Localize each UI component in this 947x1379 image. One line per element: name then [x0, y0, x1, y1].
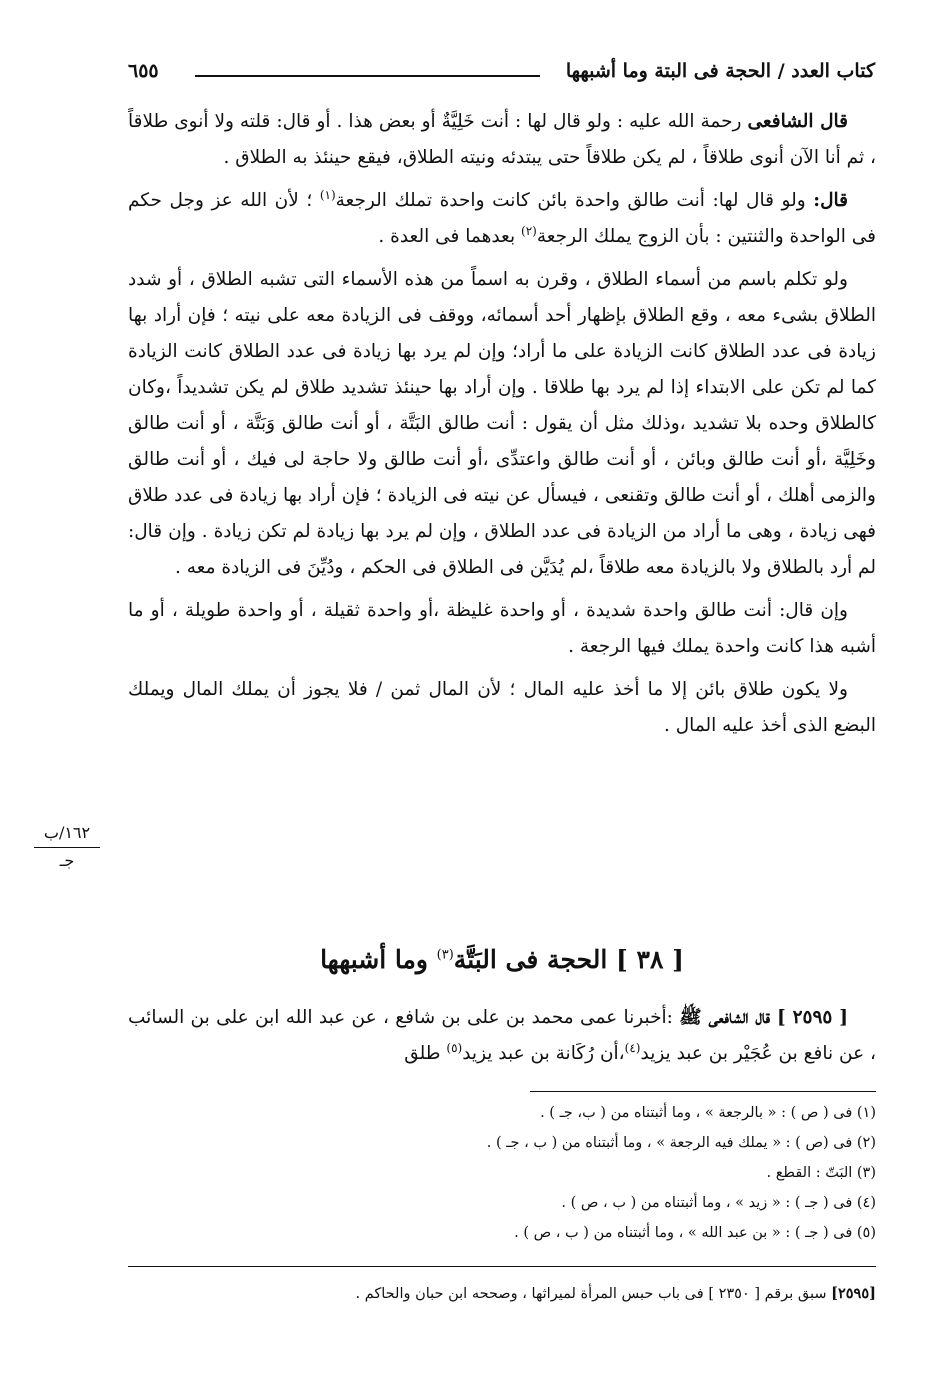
- margin-folio-number: ١٦٢/ب: [34, 820, 100, 848]
- footnote-ref: (٤): [624, 1040, 641, 1055]
- paragraph-3: [128, 262, 876, 586]
- hadith-text: [128, 1000, 876, 1072]
- paragraph-5: [128, 672, 876, 744]
- running-header-title: كتاب العدد / الحجة فى البتة وما أشبهها: [565, 60, 875, 82]
- footnote: (٢) فى (ص ) : « يملك فيه الرجعة » ، وما أثبتناه من ( ب ، جـ ) .: [486, 1135, 876, 1151]
- page-number: ٦٥٥: [128, 60, 159, 82]
- paragraph-4: [128, 593, 876, 665]
- paragraph-text: ؛ لأن الله عز وجل حكم فى الواحدة والثنتين : بأن الزوج يملك الرجعة: [128, 190, 876, 247]
- footnote: (٥) فى ( جـ ) : « بن عبد الله » ، وما أثبتناه من ( ب ، ص ) .: [514, 1225, 876, 1241]
- margin-manuscript-siglum: جـ: [59, 851, 75, 870]
- paragraph-text: ولو قال لها: أنت طالق واحدة بائن كانت واحدة تملك الرجعة: [335, 190, 814, 211]
- hadith-source-note: [128, 1280, 876, 1308]
- footnote: (٣) البَتّ : القطع .: [766, 1165, 876, 1181]
- paragraph-1: [128, 104, 876, 176]
- margin-folio-note: [34, 820, 100, 874]
- footnote-ref: (٣): [436, 947, 454, 963]
- main-text: [128, 104, 876, 751]
- paragraph-text: ولا يكون طلاق بائن إلا ما أخذ عليه المال ؛ لأن المال ثمن / فلا يجوز أن يملك المال ويملك البضع الذى أخذ عليه المال .: [128, 679, 876, 736]
- section-heading: [128, 940, 876, 980]
- hadith-paragraph: [128, 1000, 876, 1072]
- footnotes: [128, 1098, 876, 1248]
- speaker-label: قال:: [813, 190, 848, 211]
- hadith-number-speaker: [ ٢٥٩٥ ] قال الشافعى ﷺ: [679, 1007, 848, 1028]
- footnote-ref: (٢): [521, 223, 537, 238]
- paragraph-text: رحمة الله عليه : ولو قال لها : أنت خَلِيَّةٌ أو بعض هذا . أو قال: قلته ولا أنوى طلاقاً ، ثم أنا الآن أنوى طلاقاً ، لم يكن طلاقاً حتى يبتدئه ونيته الطلاق، فيقع حينئذ به الطلاق .: [128, 111, 876, 168]
- paragraph-text: ،أن رُكَانة بن عبد يزيد: [462, 1043, 625, 1064]
- speaker-label: قال الشافعى: [747, 111, 848, 132]
- paragraph-text: :أخبرنا عمى محمد بن على بن شافع ، عن عبد الله ابن على بن السائب ، عن نافع بن عُجَيْر بن عبد يزيد: [128, 1007, 876, 1064]
- section-heading-text: وما أشبهها: [320, 945, 437, 974]
- footnote: (١) فى ( ص ) : « بالرجعة » ، وما أثبتناه من ( ب، جـ ) .: [540, 1105, 876, 1121]
- source-rule: [128, 1266, 876, 1267]
- section-heading-text: [ ٣٨ ] الحجة فى البَتَّة: [453, 945, 684, 974]
- paragraph-2: [128, 183, 876, 255]
- source-number: [٢٥٩٥]: [831, 1285, 876, 1302]
- footnote: (٤) فى ( جـ ) : « زيد » ، وما أثبتناه من ( ب ، ص ) .: [561, 1195, 876, 1211]
- footnote-ref: (١): [319, 187, 336, 202]
- paragraph-text: ولو تكلم باسم من أسماء الطلاق ، وقرن به اسماً من هذه الأسماء التى تشبه الطلاق ، أو شدد الطلاق بشىء معه ، وقع الطلاق بإظهار أحد أسمائه، ووقف فى الزيادة معه على نيته ؛ فإن أراد بها زيادة فى عدد الطلاق كانت الزيادة على ما أراد؛ وإن لم يرد بها زيادة فى عدد الطلاق كانت الزيادة كما لم تكن على الابتداء إذا لم يرد بها طلاقا . وإن أراد بها حينئذ تشديد طلاق لم يكن تشديداً ،وكان كالطلاق وحده بلا تشديد ،وذلك مثل أن يقول : أنت طالق البَتَّة ، أو أنت طالق وَبَتَّة ، أو أنت طالق وخَلِيَّة ،أو أنت طالق وبائن ، أو أنت طالق واعتدِّى ،أو أنت طالق ولا حاجة لى فيك ، أو أنت طالق والزمى أهلك ، أو أنت طالق وتقنعى ، فيسأل عن نيته فى الزيادة ؛ فإن أراد بها زيادة فى عدد طلاق فهى زيادة ، وهى ما أراد من الزيادة فى عدد الطلاق ، وإن لم يرد بها زيادة لم تكن زيادة . وإن قال: لم أرد بالطلاق ولا بالزيادة معه طلاقاً ،لم يُدَيَّن فى الطلاق فى الحكم ، ودُيِّنَ فى الزيادة معه .: [128, 269, 876, 578]
- source-text: سبق برقم [ ٢٣٥٠ ] فى باب حبس المرأة لميراثها ، وصححه ابن حبان والحاكم .: [355, 1286, 832, 1302]
- paragraph-text: وإن قال: أنت طالق واحدة شديدة ، أو واحدة غليظة ،أو واحدة ثقيلة ، أو واحدة طويلة ، أو ما أشبه هذا كانت واحدة يملك فيها الرجعة .: [128, 600, 876, 657]
- paragraph-text: طلق: [404, 1043, 447, 1064]
- header-rule: [195, 75, 540, 77]
- footnote-ref: (٥): [446, 1040, 463, 1055]
- paragraph-text: بعدهما فى العدة .: [378, 226, 522, 247]
- footnote-rule: [530, 1091, 876, 1092]
